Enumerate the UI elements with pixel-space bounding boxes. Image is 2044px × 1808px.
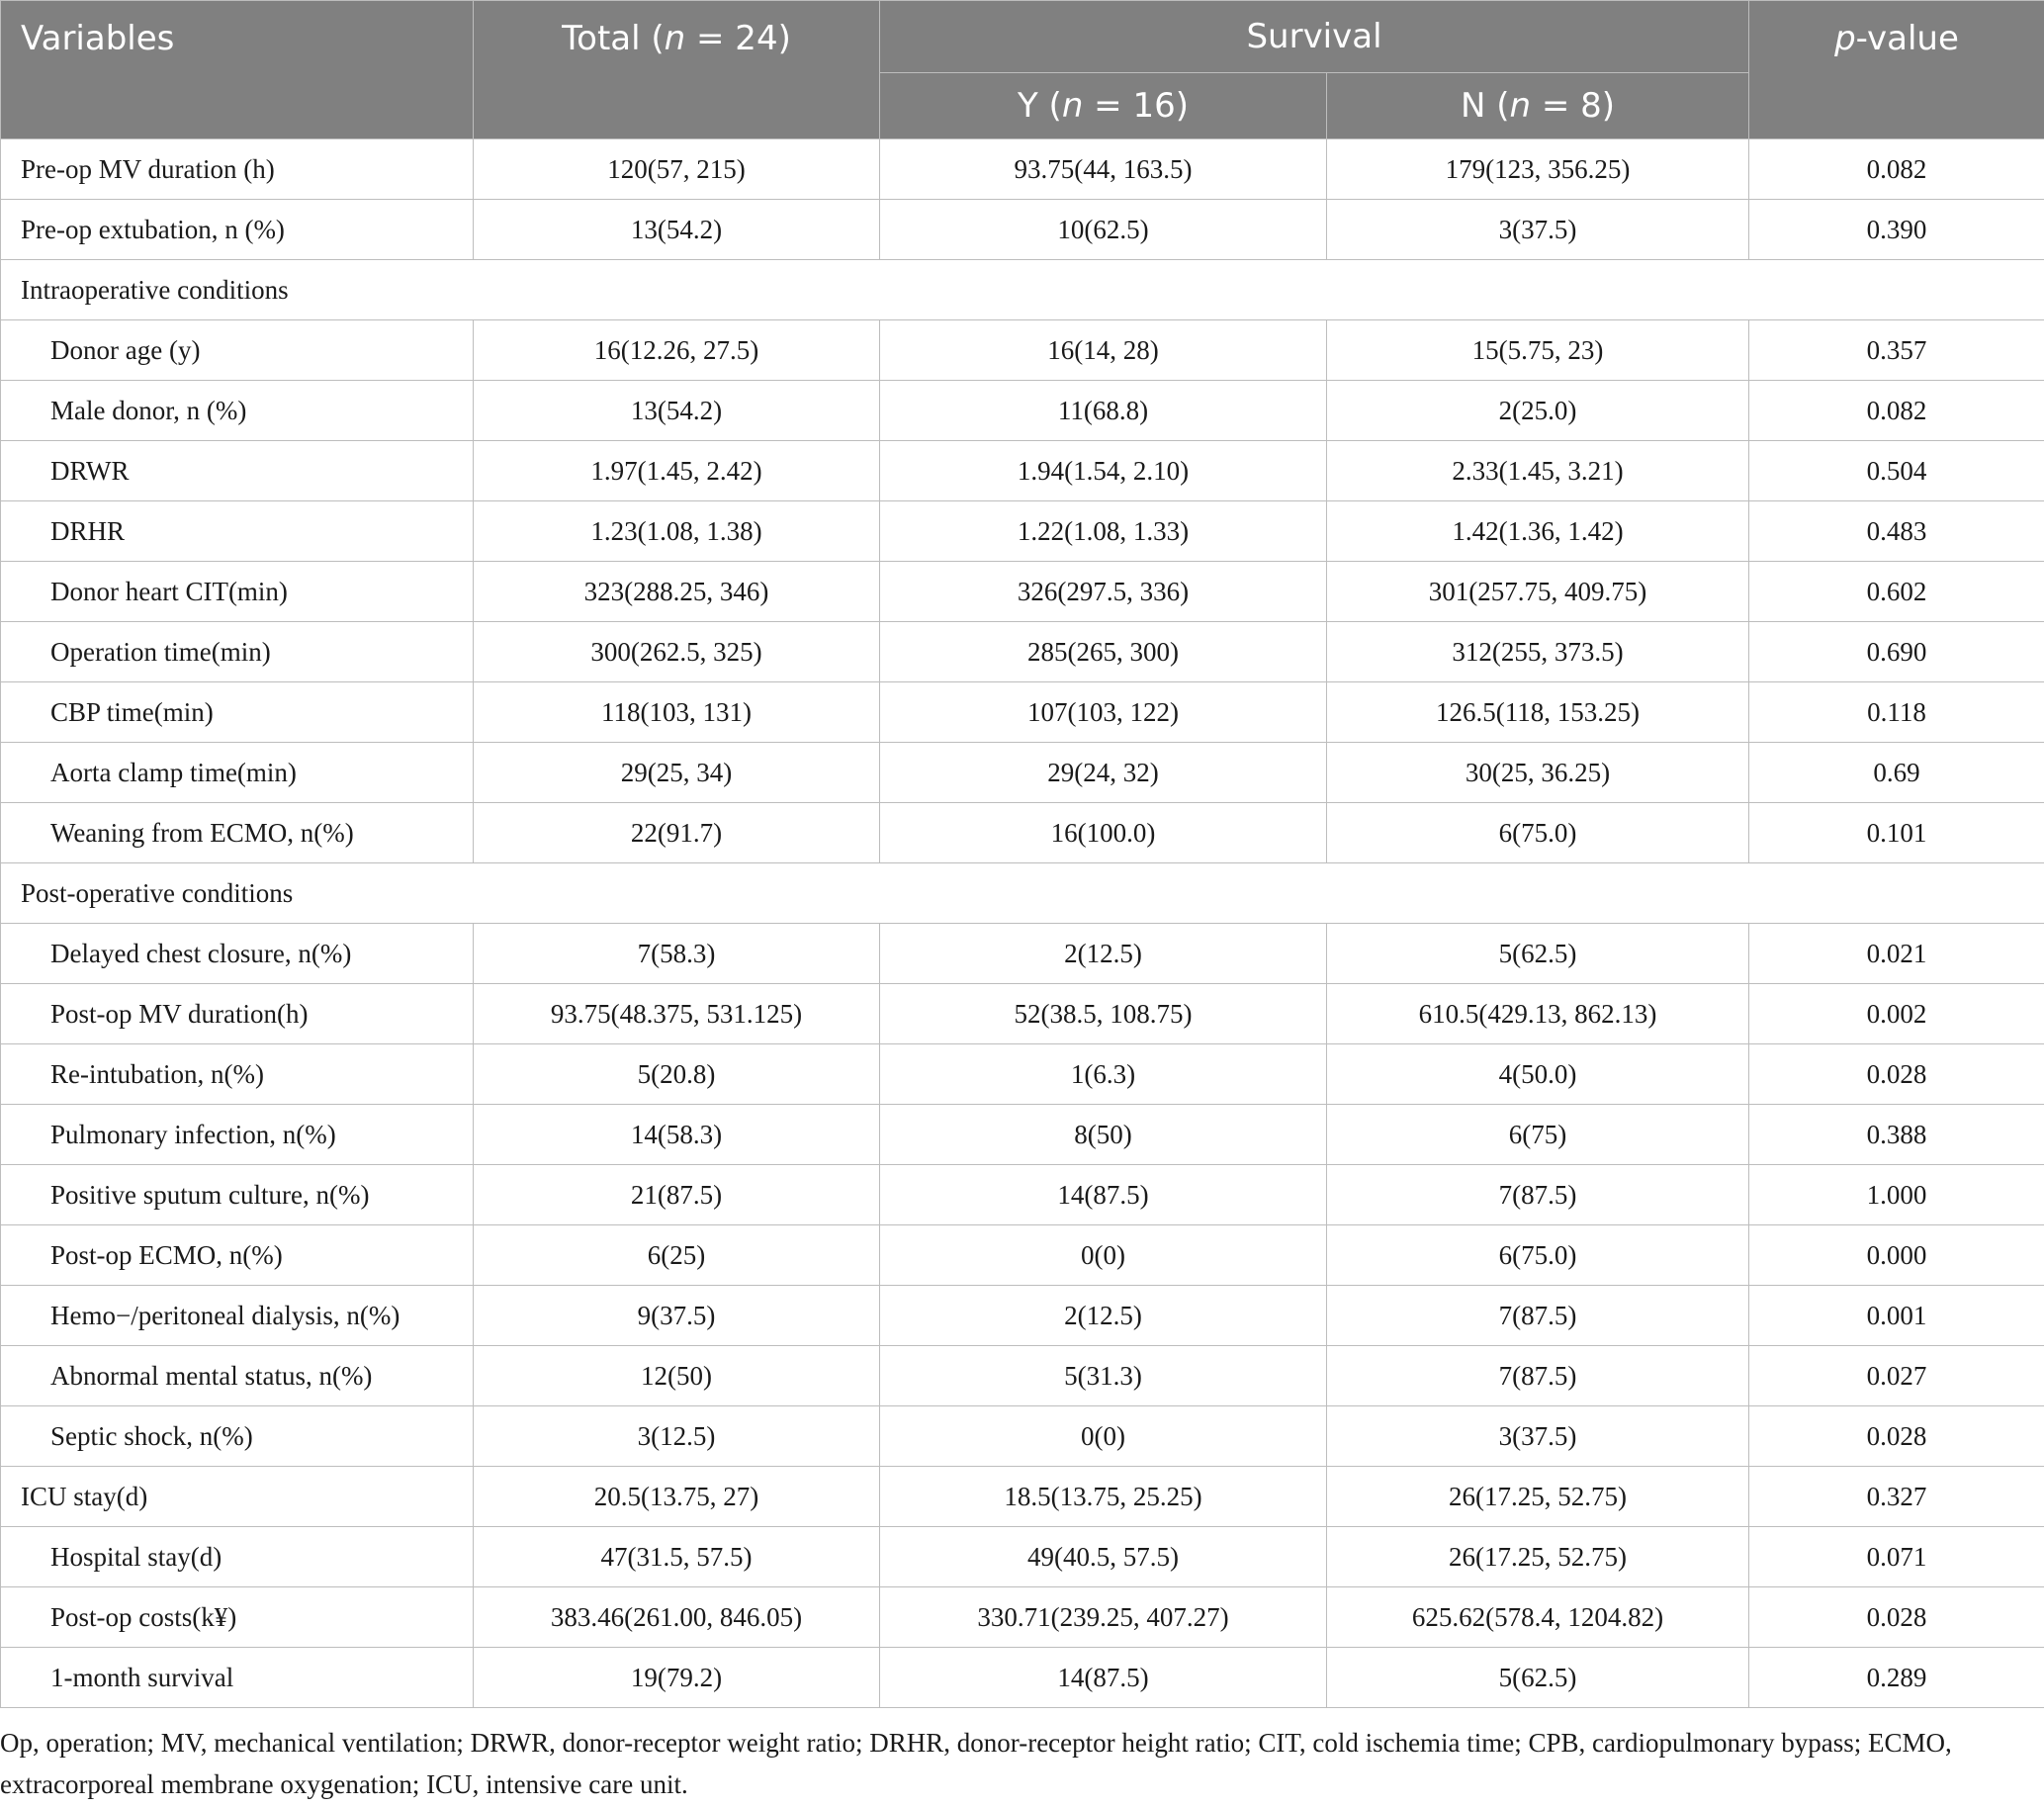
table-row — [1, 1346, 2044, 1406]
cell-pvalue: 0.69 — [1749, 743, 2044, 803]
cell-pvalue: 0.082 — [1749, 381, 2044, 441]
cell-survival-yes: 14(87.5) — [880, 1648, 1327, 1708]
cell-total: 300(262.5, 325) — [474, 622, 880, 682]
cell-total: 16(12.26, 27.5) — [474, 320, 880, 381]
cell-total: 13(54.2) — [474, 200, 880, 260]
cell-survival-yes: 2(12.5) — [880, 1286, 1327, 1346]
cell-pvalue: 0.118 — [1749, 682, 2044, 743]
cell-pvalue: 0.021 — [1749, 924, 2044, 984]
cell-survival-yes: 0(0) — [880, 1225, 1327, 1286]
cell-total: 22(91.7) — [474, 803, 880, 863]
cell-survival-yes: 0(0) — [880, 1406, 1327, 1467]
table-row — [1, 924, 2044, 984]
cell-total: 118(103, 131) — [474, 682, 880, 743]
cell-pvalue: 0.028 — [1749, 1406, 2044, 1467]
cell-survival-no: 179(123, 356.25) — [1327, 139, 1749, 200]
cell-pvalue: 0.483 — [1749, 501, 2044, 562]
header-total: Total (n = 24) — [474, 1, 880, 139]
section-row — [1, 863, 2044, 924]
cell-total: 7(58.3) — [474, 924, 880, 984]
row-label: CBP time(min) — [1, 682, 474, 743]
table-row — [1, 320, 2044, 381]
cell-survival-no: 7(87.5) — [1327, 1346, 1749, 1406]
cell-total: 14(58.3) — [474, 1105, 880, 1165]
row-label: 1-month survival — [1, 1648, 474, 1708]
header-survival-no: N (n = 8) — [1327, 73, 1749, 139]
cell-survival-yes: 5(31.3) — [880, 1346, 1327, 1406]
cell-survival-no: 15(5.75, 23) — [1327, 320, 1749, 381]
cell-survival-no: 4(50.0) — [1327, 1044, 1749, 1105]
table-row — [1, 1286, 2044, 1346]
table-footnote: Op, operation; MV, mechanical ventilation; DRWR, donor-receptor weight ratio; DRHR, donor-receptor height ratio; CIT, cold ischemia time; CPB, cardiopulmonary bypass; ECMO, extracorporeal membrane oxygenation; ICU, intensive care unit. — [0, 1728, 1952, 1799]
cell-pvalue: 0.071 — [1749, 1527, 2044, 1587]
table-row — [1, 441, 2044, 501]
table-row — [1, 139, 2044, 200]
cell-survival-yes: 16(14, 28) — [880, 320, 1327, 381]
cell-pvalue: 1.000 — [1749, 1165, 2044, 1225]
cell-pvalue: 0.028 — [1749, 1587, 2044, 1648]
cell-pvalue: 0.002 — [1749, 984, 2044, 1044]
row-label: DRWR — [1, 441, 474, 501]
cell-total: 21(87.5) — [474, 1165, 880, 1225]
table-row — [1, 984, 2044, 1044]
table-row — [1, 743, 2044, 803]
cell-survival-yes: 1.94(1.54, 2.10) — [880, 441, 1327, 501]
cell-survival-no: 6(75.0) — [1327, 1225, 1749, 1286]
cell-pvalue: 0.000 — [1749, 1225, 2044, 1286]
row-label: Re-intubation, n(%) — [1, 1044, 474, 1105]
cell-survival-no: 625.62(578.4, 1204.82) — [1327, 1587, 1749, 1648]
cell-survival-yes: 52(38.5, 108.75) — [880, 984, 1327, 1044]
cell-survival-no: 5(62.5) — [1327, 924, 1749, 984]
cell-survival-no: 6(75) — [1327, 1105, 1749, 1165]
cell-pvalue: 0.504 — [1749, 441, 2044, 501]
row-label: Post-op MV duration(h) — [1, 984, 474, 1044]
cell-total: 3(12.5) — [474, 1406, 880, 1467]
cell-survival-yes: 285(265, 300) — [880, 622, 1327, 682]
cell-survival-yes: 1(6.3) — [880, 1044, 1327, 1105]
cell-survival-no: 5(62.5) — [1327, 1648, 1749, 1708]
cell-survival-yes: 326(297.5, 336) — [880, 562, 1327, 622]
cell-total: 13(54.2) — [474, 381, 880, 441]
cell-survival-no: 610.5(429.13, 862.13) — [1327, 984, 1749, 1044]
row-label: Pulmonary infection, n(%) — [1, 1105, 474, 1165]
row-label: Donor heart CIT(min) — [1, 562, 474, 622]
cell-survival-yes: 49(40.5, 57.5) — [880, 1527, 1327, 1587]
table-row — [1, 381, 2044, 441]
table-row — [1, 562, 2044, 622]
cell-survival-yes: 107(103, 122) — [880, 682, 1327, 743]
row-label: Donor age (y) — [1, 320, 474, 381]
table-row — [1, 1406, 2044, 1467]
cell-total: 19(79.2) — [474, 1648, 880, 1708]
row-label: Post-op costs(k¥) — [1, 1587, 474, 1648]
row-label: DRHR — [1, 501, 474, 562]
row-label: Hemo−/peritoneal dialysis, n(%) — [1, 1286, 474, 1346]
cell-total: 9(37.5) — [474, 1286, 880, 1346]
table-body — [1, 139, 2044, 1708]
cell-pvalue: 0.027 — [1749, 1346, 2044, 1406]
cell-survival-no: 26(17.25, 52.75) — [1327, 1527, 1749, 1587]
header-variables: Variables — [1, 1, 474, 139]
cell-survival-yes: 93.75(44, 163.5) — [880, 139, 1327, 200]
cell-survival-no: 7(87.5) — [1327, 1286, 1749, 1346]
section-row — [1, 260, 2044, 320]
row-label: Pre-op extubation, n (%) — [1, 200, 474, 260]
cell-survival-yes: 11(68.8) — [880, 381, 1327, 441]
cell-survival-no: 2.33(1.45, 3.21) — [1327, 441, 1749, 501]
cell-pvalue: 0.388 — [1749, 1105, 2044, 1165]
table-row — [1, 682, 2044, 743]
table-row — [1, 200, 2044, 260]
header-pvalue: p-value — [1749, 1, 2044, 139]
header-survival: Survival — [880, 1, 1749, 73]
cell-survival-no: 7(87.5) — [1327, 1165, 1749, 1225]
cell-total: 5(20.8) — [474, 1044, 880, 1105]
cell-survival-yes: 8(50) — [880, 1105, 1327, 1165]
table-row — [1, 1648, 2044, 1708]
table-row — [1, 803, 2044, 863]
table-row — [1, 622, 2044, 682]
row-label: Operation time(min) — [1, 622, 474, 682]
cell-survival-yes: 330.71(239.25, 407.27) — [880, 1587, 1327, 1648]
cell-total: 29(25, 34) — [474, 743, 880, 803]
cell-pvalue: 0.289 — [1749, 1648, 2044, 1708]
cell-survival-no: 2(25.0) — [1327, 381, 1749, 441]
row-label: Positive sputum culture, n(%) — [1, 1165, 474, 1225]
cell-survival-no: 26(17.25, 52.75) — [1327, 1467, 1749, 1527]
cell-total: 323(288.25, 346) — [474, 562, 880, 622]
table-row — [1, 1527, 2044, 1587]
cell-total: 1.23(1.08, 1.38) — [474, 501, 880, 562]
cell-survival-yes: 18.5(13.75, 25.25) — [880, 1467, 1327, 1527]
table-row — [1, 1044, 2044, 1105]
cell-pvalue: 0.327 — [1749, 1467, 2044, 1527]
cell-survival-yes: 1.22(1.08, 1.33) — [880, 501, 1327, 562]
cell-total: 120(57, 215) — [474, 139, 880, 200]
row-label: ICU stay(d) — [1, 1467, 474, 1527]
cell-survival-yes: 16(100.0) — [880, 803, 1327, 863]
cell-survival-no: 3(37.5) — [1327, 200, 1749, 260]
row-label: Weaning from ECMO, n(%) — [1, 803, 474, 863]
cell-pvalue: 0.390 — [1749, 200, 2044, 260]
row-label: Hospital stay(d) — [1, 1527, 474, 1587]
cell-survival-yes: 10(62.5) — [880, 200, 1327, 260]
row-label: Abnormal mental status, n(%) — [1, 1346, 474, 1406]
table-row — [1, 1587, 2044, 1648]
cell-pvalue: 0.602 — [1749, 562, 2044, 622]
row-label: Pre-op MV duration (h) — [1, 139, 474, 200]
row-label: Post-op ECMO, n(%) — [1, 1225, 474, 1286]
cell-survival-no: 6(75.0) — [1327, 803, 1749, 863]
cell-pvalue: 0.001 — [1749, 1286, 2044, 1346]
table-row — [1, 1105, 2044, 1165]
table-row — [1, 1225, 2044, 1286]
cell-total: 12(50) — [474, 1346, 880, 1406]
cell-total: 20.5(13.75, 27) — [474, 1467, 880, 1527]
cell-survival-yes: 29(24, 32) — [880, 743, 1327, 803]
cell-survival-no: 30(25, 36.25) — [1327, 743, 1749, 803]
section-label: Intraoperative conditions — [1, 260, 2044, 320]
row-label: Male donor, n (%) — [1, 381, 474, 441]
cell-total: 47(31.5, 57.5) — [474, 1527, 880, 1587]
cell-pvalue: 0.028 — [1749, 1044, 2044, 1105]
cell-survival-no: 126.5(118, 153.25) — [1327, 682, 1749, 743]
cell-total: 93.75(48.375, 531.125) — [474, 984, 880, 1044]
table-header — [1, 1, 2044, 139]
cell-pvalue: 0.357 — [1749, 320, 2044, 381]
cell-survival-no: 1.42(1.36, 1.42) — [1327, 501, 1749, 562]
cell-pvalue: 0.101 — [1749, 803, 2044, 863]
row-label: Septic shock, n(%) — [1, 1406, 474, 1467]
row-label: Delayed chest closure, n(%) — [1, 924, 474, 984]
cell-survival-yes: 2(12.5) — [880, 924, 1327, 984]
table-row — [1, 1165, 2044, 1225]
cell-survival-yes: 14(87.5) — [880, 1165, 1327, 1225]
table-row — [1, 1467, 2044, 1527]
cell-total: 1.97(1.45, 2.42) — [474, 441, 880, 501]
cell-total: 383.46(261.00, 846.05) — [474, 1587, 880, 1648]
cell-survival-no: 301(257.75, 409.75) — [1327, 562, 1749, 622]
cell-survival-no: 3(37.5) — [1327, 1406, 1749, 1467]
row-label: Aorta clamp time(min) — [1, 743, 474, 803]
cell-total: 6(25) — [474, 1225, 880, 1286]
cell-pvalue: 0.082 — [1749, 139, 2044, 200]
cell-survival-no: 312(255, 373.5) — [1327, 622, 1749, 682]
section-label: Post-operative conditions — [1, 863, 2044, 924]
header-survival-yes: Y (n = 16) — [880, 73, 1327, 139]
table-row — [1, 501, 2044, 562]
cell-pvalue: 0.690 — [1749, 622, 2044, 682]
